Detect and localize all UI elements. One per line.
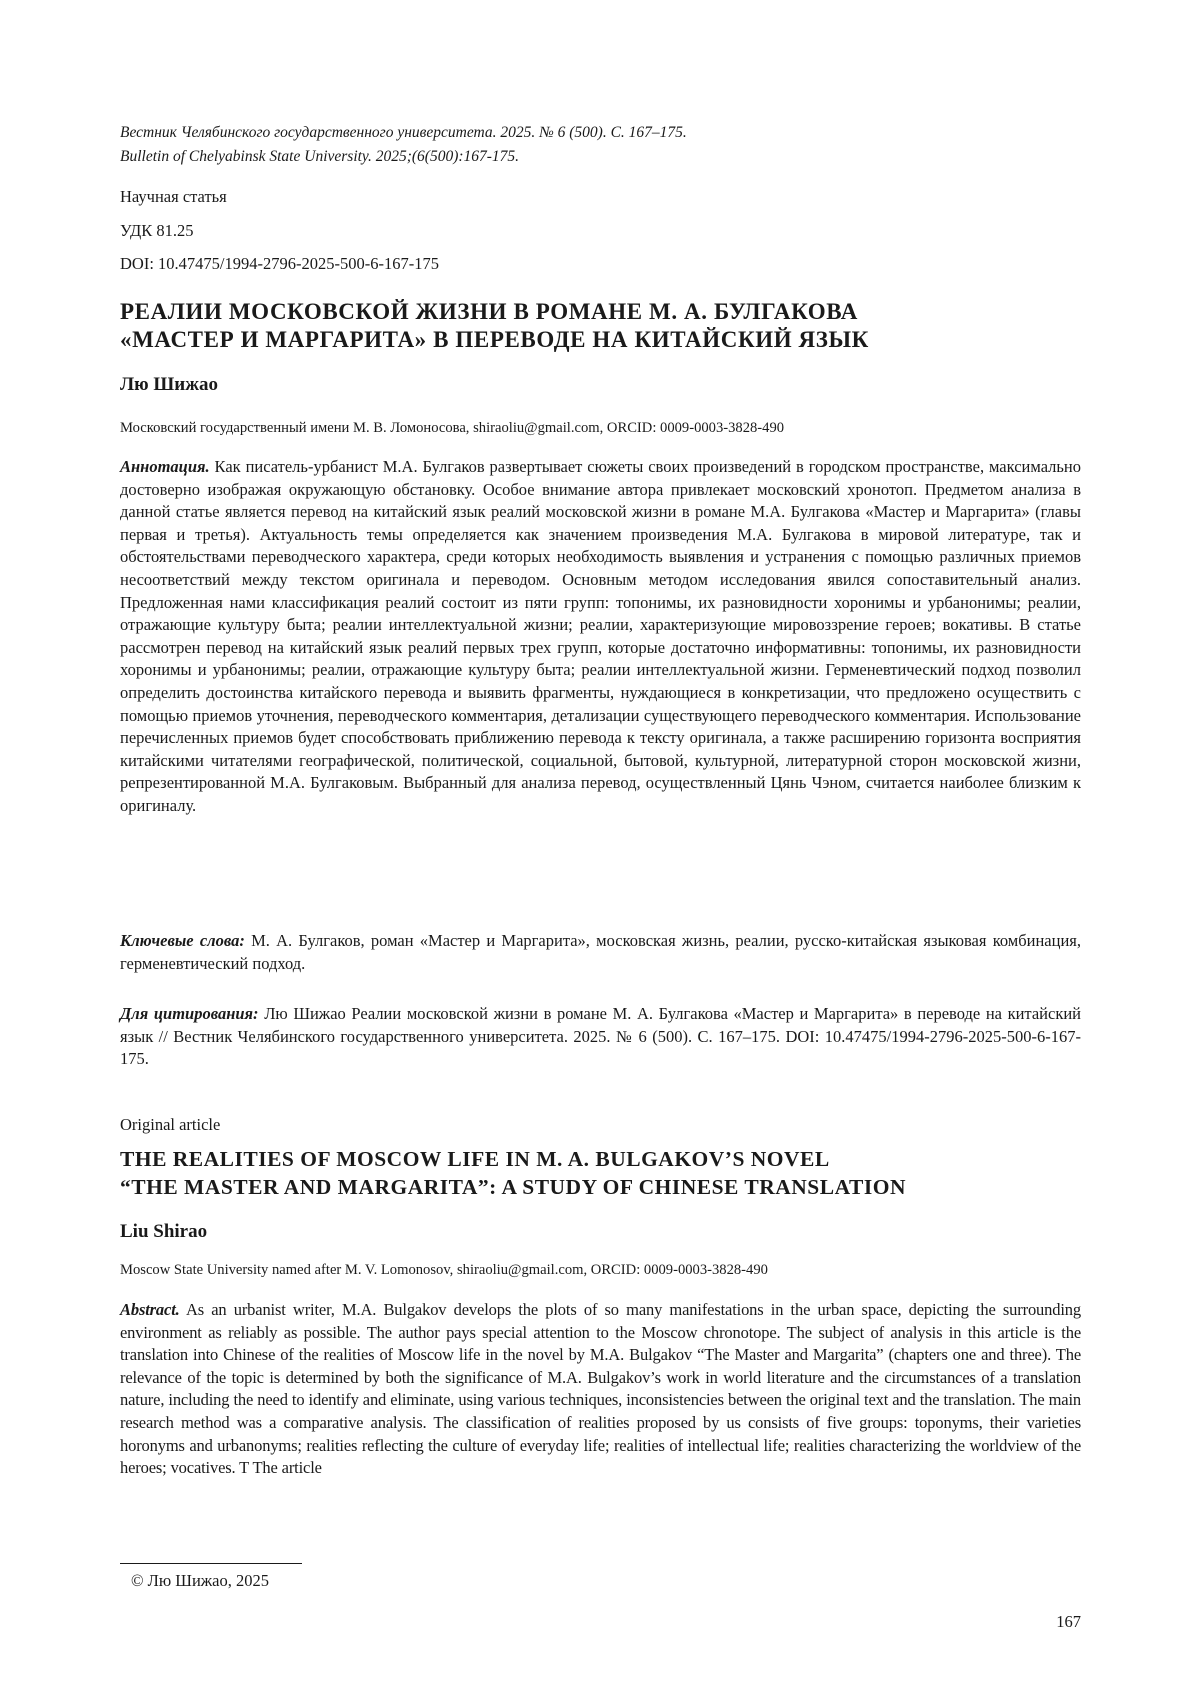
journal-citation-header (120, 121, 1081, 169)
author-affiliation-en: Moscow State University named after M. V. Lomonosov, shiraoliu@gmail.com, ORCID: 0009-0003-3828-490 (120, 1262, 768, 1278)
abstract-text-ru: Как писатель-урбанист М.А. Булгаков развертывает сюжеты своих произведений в городском пространстве, максимально достоверно изображая окружающую обстановку. Особое внимание автора привлекает московский хронотоп. Предметом анализа в данной статье является перевод на китайский язык реалий московской жизни в романе М.А. Булгакова «Мастер и Маргарита» (главы первая и третья). Актуальность темы определяется как значением произведения М.А. Булгакова в мировой литературе, так и обстоятельствами переводческого характера, среди которых необходимость выявления и устранения с помощью различных приемов несоответствий между текстом оригинала и переводом. Основным методом исследования явился сопоставительный анализ. Предложенная нами классификация реалий состоит из пяти групп: топонимы, их разновидности хоронимы и урбанонимы; реалии, отражающие культуру быта; реалии интеллектуальной жизни; реалии, характеризующие мировоззрение героев; вокативы. В статье рассмотрен перевод на китайский язык реалий первых трех групп, которые достаточно информативны: топонимы, их разновидности хоронимы и урбанонимы; реалии, отражающие культуру быта; реалии интеллектуальной жизни. Герменевтический подход позволил определить достоинства китайского перевода и выявить фрагменты, нуждающиеся в конкретизации, что предложено осуществить с помощью приемов уточнения, переводческого комментария, детализации существующего переводческого комментария. Использование перечисленных приемов будет способствовать приближению перевода к тексту оригинала, а также расширению горизонта восприятия китайскими читателями географической, политической, социальной, бытовой, культурной, литературной сторон московской жизни, репрезентированной М.А. Булгаковым. Выбранный для анализа перевод, осуществленный Цянь Чэном, считается наиболее близким к оригиналу. (120, 457, 1082, 815)
article-type-en: Original article (120, 1115, 221, 1134)
article-title-ru-line2: «МАСТЕР И МАРГАРИТА» В ПЕРЕВОДЕ НА КИТАЙСКИЙ ЯЗЫК (120, 327, 869, 352)
article-type-ru: Научная статья (120, 187, 227, 206)
article-title-ru (120, 298, 1081, 354)
citation-label-ru: Для цитирования: (120, 1004, 259, 1023)
article-title-en-line2: “THE MASTER AND MARGARITA”: A STUDY OF CHINESE TRANSLATION (120, 1175, 906, 1199)
author-name-ru: Лю Шижао (120, 374, 219, 395)
article-title-en (120, 1145, 1081, 1201)
page-number: 167 (1056, 1612, 1081, 1631)
udk-code: УДК 81.25 (120, 221, 194, 240)
journal-citation-en: Bulletin of Chelyabinsk State University. 2025;(6(500):167-175. (120, 148, 520, 165)
footnote-divider (120, 1563, 302, 1564)
abstract-label-en: Abstract. (120, 1300, 180, 1319)
abstract-label-ru: Аннотация. (120, 457, 210, 476)
article-title-en-line1: THE REALITIES OF MOSCOW LIFE IN M. A. BULGAKOV’S NOVEL (120, 1147, 830, 1171)
doi: DOI: 10.47475/1994-2796-2025-500-6-167-175 (120, 254, 439, 273)
abstract-ru (120, 456, 1081, 818)
abstract-text-en: As an urbanist writer, M.A. Bulgakov develops the plots of so many manifestations in the urban space, depicting the surrounding environment as reliably as possible. The author pays special attention to the Moscow chronotope. The subject of analysis in this article is the translation into Chinese of the realities of Moscow life in the novel by M.A. Bulgakov “The Master and Margarita” (chapters one and three). The relevance of the topic is determined by both the significance of M.A. Bulgakov’s work in world literature and the circumstances of a translation nature, including the need to identify and eliminate, using various techniques, inconsistencies between the original text and the translation. The main research method was a comparative analysis. The classification of realities proposed by us consists of five groups: toponyms, their varieties horonyms and urbanonyms; realities reflecting the culture of everyday life; realities of intellectual life; realities characterizing the worldview of the heroes; vocatives. T The article (120, 1300, 1081, 1478)
article-title-ru-line1: РЕАЛИИ МОСКОВСКОЙ ЖИЗНИ В РОМАНЕ М. А. БУЛГАКОВА (120, 299, 858, 324)
citation-ru (120, 1003, 1081, 1071)
journal-citation-ru: Вестник Челябинского государственного университета. 2025. № 6 (500). С. 167–175. (120, 124, 687, 141)
copyright-notice: © Лю Шижао, 2025 (131, 1571, 270, 1590)
keywords-label-ru: Ключевые слова: (120, 931, 245, 950)
citation-text-ru: Лю Шижао Реалии московской жизни в романе М. А. Булгакова «Мастер и Маргарита» в переводе на китайский язык // Вестник Челябинского государственного университета. 2025. № 6 (500). С. 167–175. DOI: 10.47475/1994-2796-2025-500-6-167-175. (120, 1004, 1081, 1069)
keywords-ru (120, 930, 1081, 975)
keywords-text-ru: М. А. Булгаков, роман «Мастер и Маргарита», московская жизнь, реалии, русско-китайская языковая комбинация, герменевтический подход. (120, 931, 1082, 973)
abstract-en (120, 1299, 1081, 1480)
author-affiliation-ru: Московский государственный имени М. В. Ломоносова, shiraoliu@gmail.com, ORCID: 0009-0003-3828-490 (120, 420, 785, 436)
author-name-en: Liu Shirao (120, 1221, 208, 1242)
